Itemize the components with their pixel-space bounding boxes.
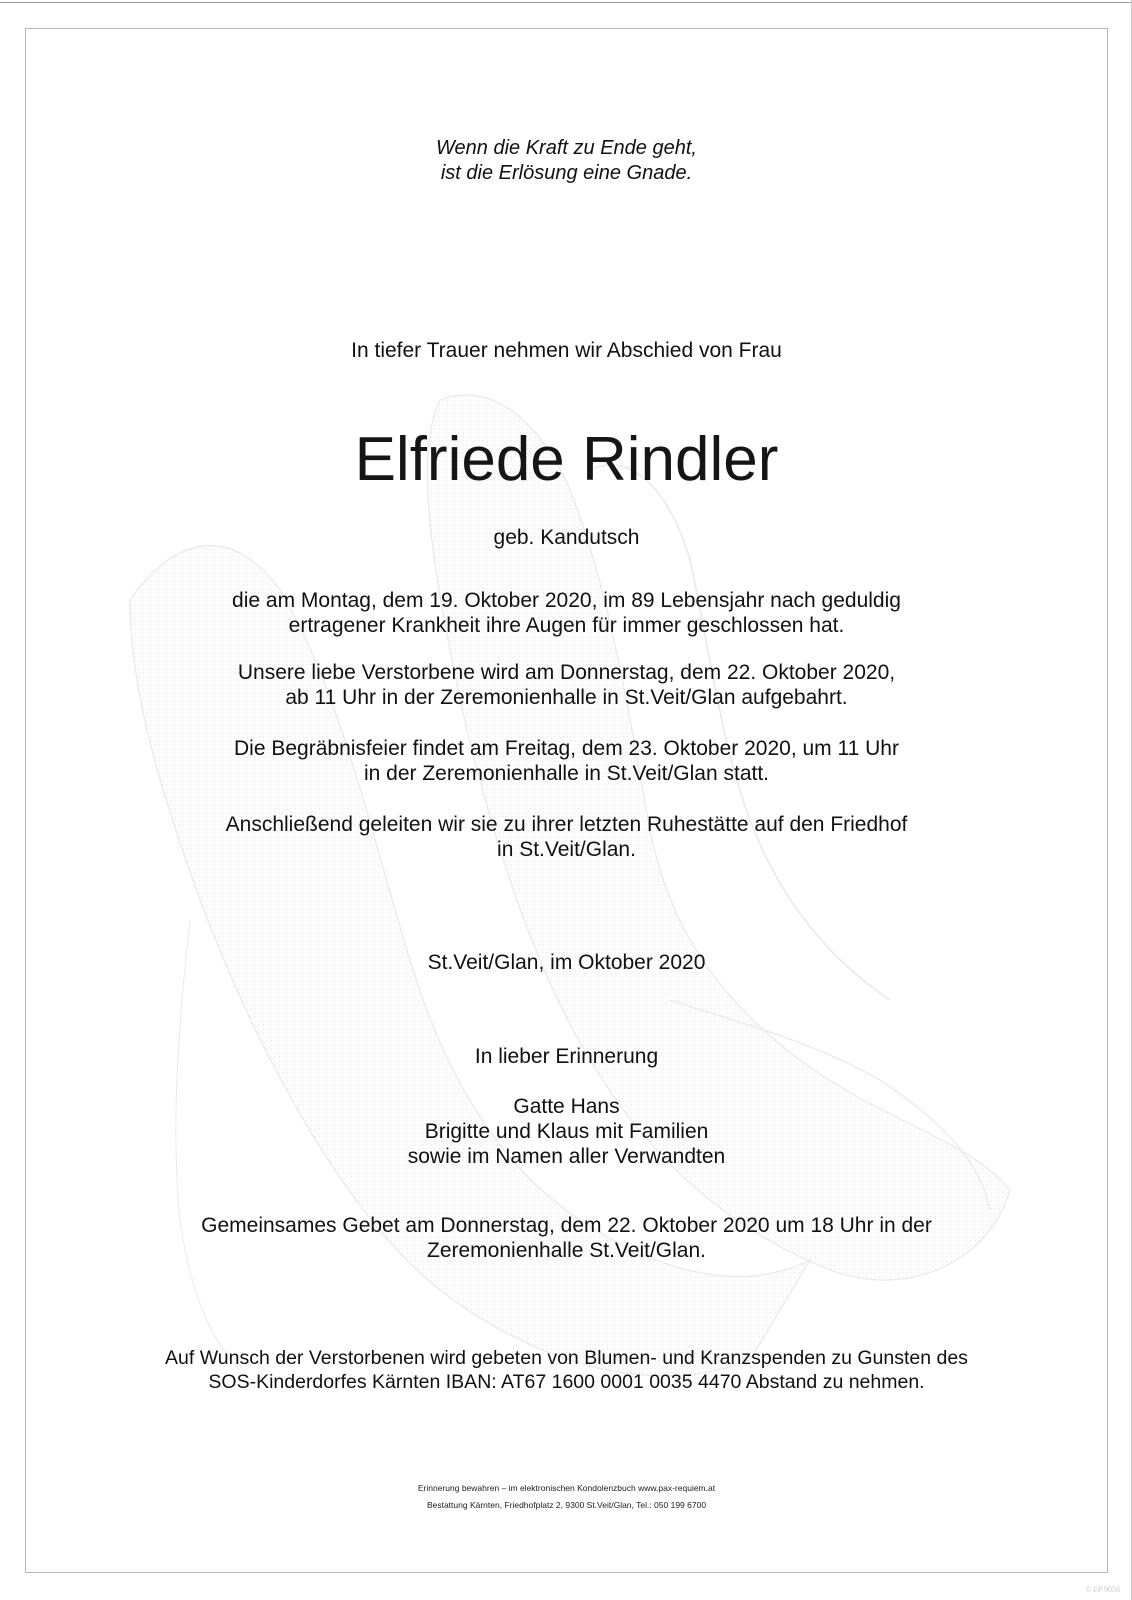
scan-edge-top [0, 2, 1132, 3]
mourner: Brigitte und Klaus mit Familien [424, 1120, 709, 1143]
funeral-info [25, 736, 1108, 786]
donation-line-2: SOS-Kinderdorfes Kärnten IBAN: AT67 1600 0001 0035 4470 Abstand zu nehmen. [208, 1371, 925, 1393]
footer [25, 1480, 1108, 1514]
mourners-list [25, 1094, 1108, 1169]
prayer-line-1: Gemeinsames Gebet am Donnerstag, dem 22. Oktober 2020 um 18 Uhr in der [201, 1214, 932, 1237]
death-announcement [25, 588, 1108, 638]
motto [25, 136, 1108, 186]
print-stamp: © FP 9056 [1085, 1585, 1120, 1594]
donation-request [25, 1346, 1108, 1394]
paragraph-line: ab 11 Uhr in der Zeremonienhalle in St.Veit/Glan aufgebahrt. [285, 686, 848, 709]
footer-line-2: Bestattung Kärnten, Friedhofplatz 2, 9300 St.Veit/Glan, Tel.: 050 199 6700 [426, 1500, 707, 1510]
intro-text: In tiefer Trauer nehmen wir Abschied von Frau [351, 339, 782, 362]
paragraph-line: die am Montag, dem 19. Oktober 2020, im 89 Lebensjahr nach geduldig [232, 589, 901, 612]
prayer-info [25, 1213, 1108, 1263]
paragraph-line: in St.Veit/Glan. [497, 838, 636, 861]
paragraph-line: Anschließend geleiten wir sie zu ihrer letzten Ruhestätte auf den Friedhof [225, 813, 908, 836]
mourner: Gatte Hans [513, 1095, 620, 1118]
deceased-name: Elfriede Rindler [354, 425, 779, 494]
donation-line-1: Auf Wunsch der Verstorbenen wird gebeten von Blumen- und Kranzspenden zu Gunsten des [165, 1347, 968, 1369]
maiden-name: geb. Kandutsch [493, 526, 640, 549]
burial-info [25, 812, 1108, 862]
motto-line-2: ist die Erlösung eine Gnade. [440, 162, 693, 184]
prayer-line-2: Zeremonienhalle St.Veit/Glan. [427, 1239, 706, 1262]
paragraph-line: ertragener Krankheit ihre Augen für immer geschlossen hat. [288, 614, 845, 637]
paragraph-line: Die Begräbnisfeier findet am Freitag, dem 23. Oktober 2020, um 11 Uhr [234, 737, 899, 760]
paragraph-line: in der Zeremonienhalle in St.Veit/Glan statt. [363, 762, 770, 785]
paragraph-line: Unsere liebe Verstorbene wird am Donnerstag, dem 22. Oktober 2020, [237, 661, 896, 684]
obituary-notice [25, 28, 1108, 1573]
memory-heading: In lieber Erinnerung [474, 1045, 659, 1068]
viewing-info [25, 660, 1108, 710]
footer-line-1: Erinnerung bewahren – im elektronischen Kondolenzbuch www.pax-requiem.at [417, 1483, 716, 1493]
motto-line-1: Wenn die Kraft zu Ende geht, [436, 137, 697, 159]
place-date: St.Veit/Glan, im Oktober 2020 [427, 951, 706, 974]
mourner: sowie im Namen aller Verwandten [407, 1145, 726, 1168]
